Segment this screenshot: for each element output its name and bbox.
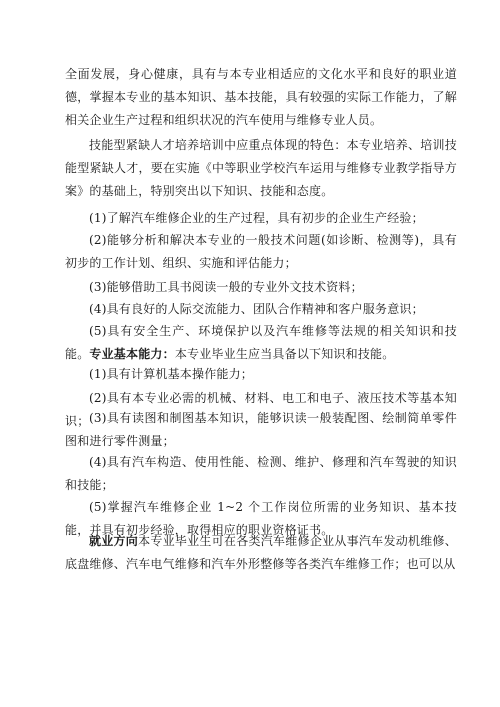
employment-direction — [65, 530, 457, 576]
employment-direction-text: 本专业毕业生可在各类汽车维修企业从事汽车发动机维修、底盘维修、汽车电气维修和汽车外形整修等各类汽车维修工作；也可以从 — [65, 534, 457, 571]
list-item-3: (3)能够借助工具书阅读一般的专业外文技术资料； — [89, 280, 363, 294]
ability-item-4: (4)具有汽车构造、使用性能、检测、维护、修理和汽车驾驶的知识和技能； — [65, 455, 457, 492]
employment-direction-heading: 就业方向 — [89, 534, 139, 548]
ability-item-2: (2)具有本专业必需的机械、材料、电工和电子、液压技术等基本知识； — [65, 391, 457, 428]
list-item-4: (4)具有良好的人际交流能力、团队合作精神和客户服务意识； — [89, 302, 424, 316]
ability-item-1: (1)具有计算机基本操作能力； — [89, 367, 253, 381]
list-item-2: (2)能够分析和解决本专业的一般技术问题(如诊断、检测等)，具有初步的工作计划、组织、实施和评估能力； — [65, 233, 457, 270]
list-item-1: (1)了解汽车维修企业的生产过程，具有初步的企业生产经验； — [89, 211, 424, 225]
basic-ability-intro: 本专业毕业生应当具备以下知识和技能。 — [174, 347, 395, 361]
basic-ability-heading: 专业基本能力： — [89, 347, 175, 361]
ability-item-3: (3)具有读图和制图基本知识，能够识读一般装配图、绘制简单零件图和进行零件测量； — [65, 411, 457, 448]
list-item-5-and-basic-ability — [65, 320, 457, 366]
list-item-5-text: (5)具有安全生产、环境保护以及汽车维修等法规的相关知识和技能。 — [65, 324, 457, 361]
paragraph-skill-features: 技能型紧缺人才培养培训中应重点体现的特色：本专业培养、培训技能型紧缺人才，要在实施《中等职业学校汽车运用与维修专业教学指导方案》的基础上，特别突出以下知识、技能和态度。 — [65, 138, 457, 198]
ability-item-5: (5)掌握汽车维修企业 1~2 个工作岗位所需的业务知识、基本技能，并具有初步经验，取得相应的职业资格证书。 — [65, 500, 457, 537]
paragraph-training-goal: 全面发展，身心健康，具有与本专业相适应的文化水平和良好的职业道德，掌握本专业的基本知识、基本技能，具有较强的实际工作能力，了解相关企业生产过程和组织状况的汽车使用与维修专业人员。 — [65, 67, 457, 127]
